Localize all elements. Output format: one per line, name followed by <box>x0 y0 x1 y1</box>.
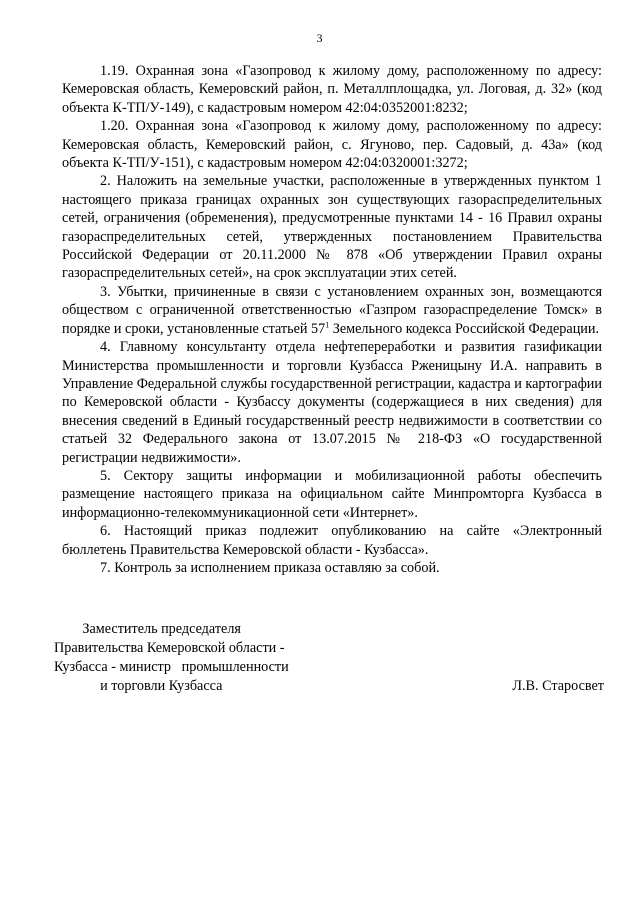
signatory-title-line-4: и торговли Кузбасса <box>54 678 223 694</box>
paragraph-1-19: 1.19. Охранная зона «Газопровод к жилому дому, расположенному по адресу: Кемеровская область, Кемеровский район, п. Металлплощадка, ул. Логовая, д. 32» (код объекта К-ТП/У-149), с кадастровым номером 42:04:0352001:8232; <box>62 63 602 116</box>
signature-block <box>54 620 604 696</box>
signatory-name: Л.В. Старосвет <box>512 678 604 694</box>
article-superscript: 1 <box>325 319 330 329</box>
paragraph-3-tail: Земельного кодекса Российской Федерации. <box>329 320 600 337</box>
paragraph-3-text: 3. Убытки, причиненные в связи с установлением охранных зон, возмещаются обществом с ограниченной ответственностью «Газпром газораспределение Томск» в порядке и сроки, установленные статьей 57 <box>62 283 602 337</box>
document-body <box>62 62 602 577</box>
paragraph-1-20: 1.20. Охранная зона «Газопровод к жилому дому, расположенному по адресу: Кемеровская область, Кемеровский район, с. Ягуново, пер. Садовый, д. 43а» (код объекта К-ТП/У-151), с кадастровым номером 42:04:0320001:3272; <box>62 118 602 172</box>
page-number: 3 <box>316 31 323 45</box>
signatory-title-line-2: Правительства Кемеровской области - <box>54 640 285 656</box>
paragraph-2: 2. Наложить на земельные участки, расположенные в утвержденных пунктом 1 настоящего приказа границах охранных зон существующих газораспределительных сетей, ограничения (обременения), предусмотренные пунктами 14 - 16 Правил охраны газораспределительных сетей, утвержденных постановлением Правительства Российской Федерации от 20.11.2000 № 878 «Об утверждении Правил охраны газораспределительных сетей», на срок эксплуатации этих сетей. <box>62 173 602 282</box>
paragraph-5: 5. Сектору защиты информации и мобилизационной работы обеспечить размещение настоящего приказа на официальном сайте Минпромторга Кузбасса в информационно-телекоммуникационной сети «Интернет». <box>62 467 602 521</box>
paragraph-3 <box>62 283 602 338</box>
signatory-title-line-3: Кузбасса - министр промышленности <box>54 659 289 675</box>
paragraph-6: 6. Настоящий приказ подлежит опубликованию на сайте «Электронный бюллетень Правительства Кемеровской области - Кузбасса». <box>62 523 602 558</box>
paragraph-4: 4. Главному консультанту отдела нефтепереработки и развития газификации Министерства промышленности и торговли Кузбасса Рженицыну И.А. направить в Управление Федеральной службы государственной регистрации, кадастра и картографии по Кемеровской области - Кузбассу документы (содержащиеся в них сведения) для внесения сведений в Единый государственный реестр недвижимости в соответствии со статьей 32 Федерального закона от 13.07.2015 № 218-ФЗ «О государственной регистрации недвижимости». <box>62 339 602 466</box>
signatory-title-line-1: Заместитель председателя <box>54 621 241 637</box>
paragraph-7: 7. Контроль за исполнением приказа оставляю за собой. <box>100 559 440 576</box>
